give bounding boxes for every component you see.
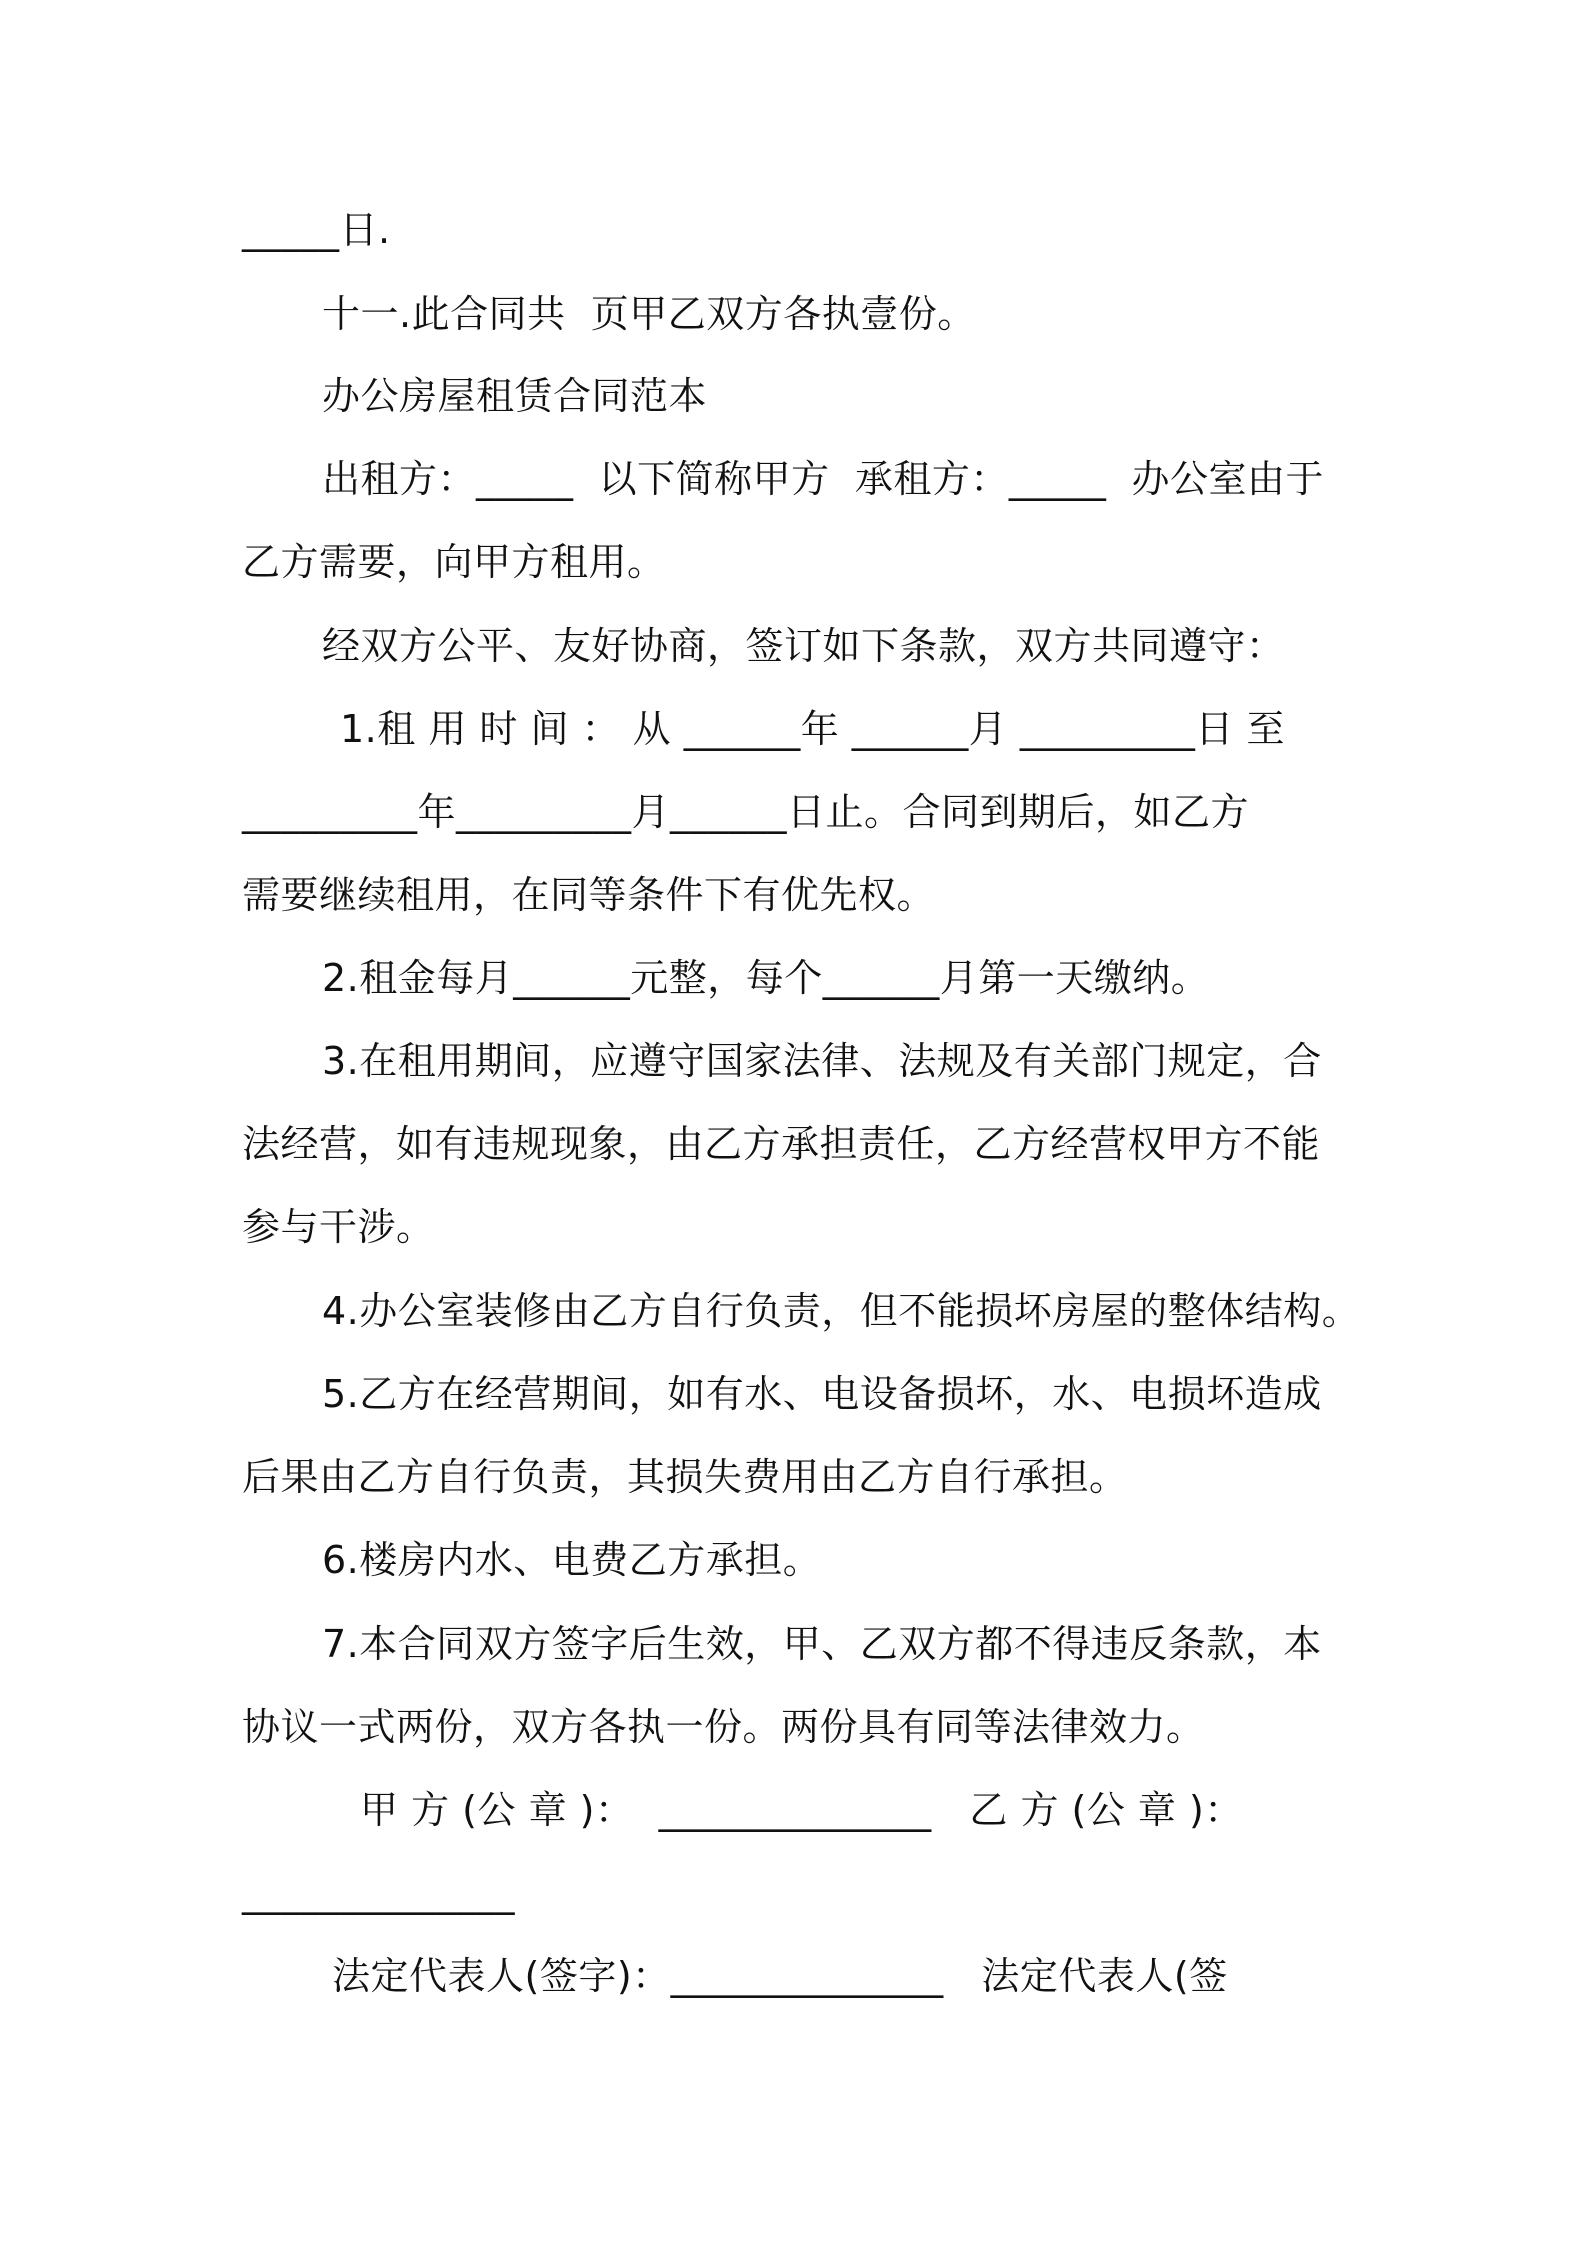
signature-line-party-a-seal: 甲 方 (公 章 )： ______________ 乙 方 (公 章 )： xyxy=(360,1788,1243,1832)
signature-line-representative: 法定代表人(签字)：______________ 法定代表人(签 xyxy=(332,1954,1228,1998)
text-line-16: 后果由乙方自行负责，其损失费用由乙方自行承担。 xyxy=(242,1455,1128,1499)
text-line-12: 法经营，如有违规现象，由乙方承担责任，乙方经营权甲方不能 xyxy=(242,1122,1321,1166)
text-line-15: 5.乙方在经营期间，如有水、电设备损坏，水、电损坏造成 xyxy=(322,1372,1322,1416)
text-line-18: 7.本合同双方签字后生效，甲、乙双方都不得违反条款，本 xyxy=(322,1622,1322,1666)
text-line-4: 出租方：_____ 以下简称甲方 承租方：_____ 办公室由于 xyxy=(322,457,1324,501)
text-line-10: 2.租金每月______元整，每个______月第一天缴纳。 xyxy=(322,956,1210,1000)
text-line-19: 协议一式两份，双方各执一份。两份具有同等法律效力。 xyxy=(242,1705,1205,1749)
text-line-9: 需要继续租用，在同等条件下有优先权。 xyxy=(242,873,936,917)
text-line-8: _________年_________月______日止。合同到期后，如乙方 xyxy=(242,790,1250,834)
text-line-11: 3.在租用期间，应遵守国家法律、法规及有关部门规定，合 xyxy=(322,1039,1322,1083)
text-line-5: 乙方需要，向甲方租用。 xyxy=(242,540,666,584)
text-line-7: 1.租 用 时 间 ： 从 ______年 ______月 _________日 至 xyxy=(340,707,1285,751)
text-line-13: 参与干涉。 xyxy=(242,1205,435,1249)
text-line-2: 十一.此合同共 页甲乙双方各执壹份。 xyxy=(322,292,976,336)
text-line-14: 4.办公室装修由乙方自行负责，但不能损坏房屋的整体结构。 xyxy=(322,1289,1361,1333)
signature-line-blank: ______________ xyxy=(242,1871,515,1915)
text-line-17: 6.楼房内水、电费乙方承担。 xyxy=(322,1538,822,1582)
text-line-6: 经双方公平、友好协商，签订如下条款，双方共同遵守： xyxy=(322,624,1285,668)
text-line-1: _____日. xyxy=(242,208,391,252)
document-title: 办公房屋租赁合同范本 xyxy=(322,374,708,418)
